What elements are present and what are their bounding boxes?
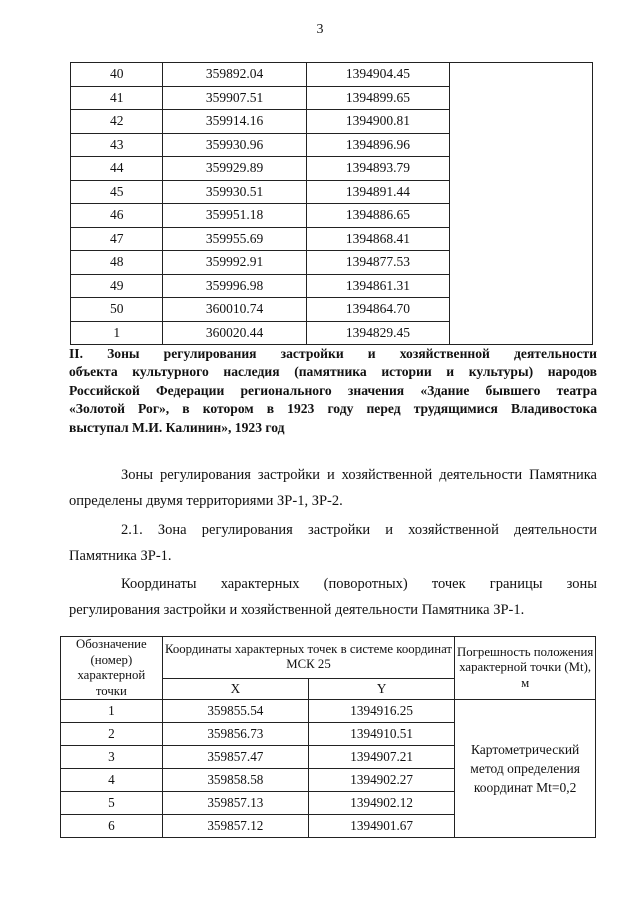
paragraph-zones-defined — [69, 462, 597, 514]
point-number: 43 — [71, 133, 163, 157]
header-x: X — [162, 678, 308, 699]
y-coordinate: 1394902.12 — [308, 792, 454, 815]
x-coordinate: 360020.44 — [163, 321, 306, 345]
y-coordinate: 1394893.79 — [306, 157, 449, 181]
point-number: 5 — [61, 792, 163, 815]
x-coordinate: 359955.69 — [163, 227, 306, 251]
x-coordinate: 359951.18 — [163, 204, 306, 228]
point-number: 6 — [61, 815, 163, 838]
y-coordinate: 1394896.96 — [306, 133, 449, 157]
y-coordinate: 1394900.81 — [306, 110, 449, 134]
x-coordinate: 359856.73 — [162, 723, 308, 746]
point-number: 1 — [61, 700, 163, 723]
paragraph-line: Зоны регулирования застройки и хозяйственной деятельности Памятника — [121, 467, 597, 483]
paragraph-zone-zr1 — [69, 517, 597, 569]
point-number: 40 — [71, 63, 163, 87]
point-number: 48 — [71, 251, 163, 275]
paragraph-line: Памятника ЗР-1. — [69, 548, 172, 564]
x-coordinate: 359930.51 — [163, 180, 306, 204]
method-note: Картометрический метод определения координат Mt=0,2 — [455, 700, 596, 838]
point-number: 45 — [71, 180, 163, 204]
heading-line: II. Зоны регулирования застройки и хозяйственной деятельности — [69, 346, 597, 361]
y-coordinate: 1394829.45 — [306, 321, 449, 345]
x-coordinate: 360010.74 — [163, 298, 306, 322]
y-coordinate: 1394861.31 — [306, 274, 449, 298]
paragraph-line: регулирования застройки и хозяйственной деятельности Памятника ЗР-1. — [69, 602, 525, 618]
point-number: 42 — [71, 110, 163, 134]
y-coordinate: 1394877.53 — [306, 251, 449, 275]
heading-line: «Золотой Рог», в котором в 1923 году перед трудящимися Владивостока — [69, 401, 597, 417]
header-y: Y — [308, 678, 454, 699]
y-coordinate: 1394886.65 — [306, 204, 449, 228]
paragraph-line: Координаты характерных (поворотных) точек границы зоны — [121, 576, 597, 592]
point-number: 50 — [71, 298, 163, 322]
y-coordinate: 1394899.65 — [306, 86, 449, 110]
x-coordinate: 359857.12 — [162, 815, 308, 838]
point-number: 47 — [71, 227, 163, 251]
paragraph-line: определены двумя территориями ЗР-1, ЗР-2. — [69, 493, 343, 509]
coordinates-table-zr1 — [60, 636, 596, 838]
table-row — [71, 63, 593, 87]
y-coordinate: 1394907.21 — [308, 746, 454, 769]
heading-line: Российской Федерации регионального значения «Здание бывшего театра — [69, 382, 597, 398]
y-coordinate: 1394916.25 — [308, 700, 454, 723]
paragraph-coordinates-intro — [69, 571, 597, 623]
section-heading — [69, 345, 597, 437]
point-number: 46 — [71, 204, 163, 228]
y-coordinate: 1394891.44 — [306, 180, 449, 204]
x-coordinate: 359992.91 — [163, 251, 306, 275]
point-number: 49 — [71, 274, 163, 298]
point-number: 44 — [71, 157, 163, 181]
heading-line: выступал М.И. Калинин», 1923 год — [69, 419, 285, 435]
x-coordinate: 359929.89 — [163, 157, 306, 181]
y-coordinate: 1394904.45 — [306, 63, 449, 87]
x-coordinate: 359855.54 — [162, 700, 308, 723]
point-number: 1 — [71, 321, 163, 345]
y-coordinate: 1394864.70 — [306, 298, 449, 322]
x-coordinate: 359996.98 — [163, 274, 306, 298]
header-designation: Обозначение (номер) характерной точки — [61, 637, 163, 700]
x-coordinate: 359907.51 — [163, 86, 306, 110]
heading-line: объекта культурного наследия (памятника истории и культуры) народов — [69, 364, 597, 380]
empty-error-cell — [450, 63, 593, 345]
x-coordinate: 359857.13 — [162, 792, 308, 815]
point-number: 4 — [61, 769, 163, 792]
x-coordinate: 359930.96 — [163, 133, 306, 157]
point-number: 41 — [71, 86, 163, 110]
x-coordinate: 359857.47 — [162, 746, 308, 769]
y-coordinate: 1394901.67 — [308, 815, 454, 838]
y-coordinate: 1394902.27 — [308, 769, 454, 792]
y-coordinate: 1394910.51 — [308, 723, 454, 746]
page-number: 3 — [316, 22, 324, 37]
table-row — [61, 700, 596, 723]
x-coordinate: 359892.04 — [163, 63, 306, 87]
x-coordinate: 359858.58 — [162, 769, 308, 792]
header-coordinates: Координаты характерных точек в системе координат МСК 25 — [162, 637, 455, 679]
coordinates-table-continued — [70, 62, 593, 345]
y-coordinate: 1394868.41 — [306, 227, 449, 251]
header-error: Погрешность положения характерной точки (Mt), м — [455, 637, 596, 700]
point-number: 2 — [61, 723, 163, 746]
paragraph-line: 2.1. Зона регулирования застройки и хозяйственной деятельности — [121, 522, 597, 538]
point-number: 3 — [61, 746, 163, 769]
x-coordinate: 359914.16 — [163, 110, 306, 134]
